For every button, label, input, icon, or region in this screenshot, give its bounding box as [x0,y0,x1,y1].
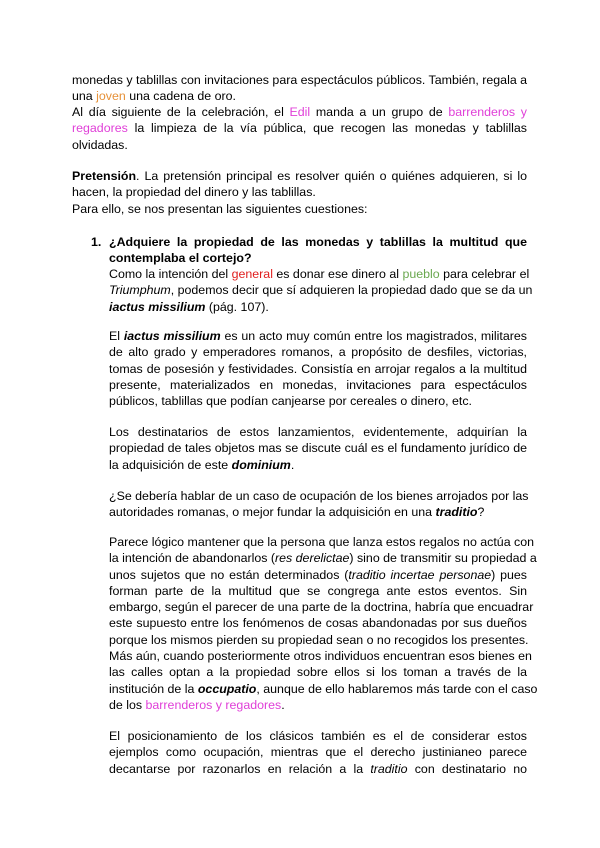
text: con destinatario no [407,761,527,776]
text: . [290,457,295,472]
text: , podemos decir que sí adquieren la propiedad dado que se da un [170,283,533,298]
line: propiedad de tales objetos mas se discute cuál es el fundamento jurídico de [109,441,527,456]
paragraph-clasicos [109,728,527,777]
paragraph-destinatarios [109,424,527,473]
paragraph-pretension [72,168,527,217]
text: . [281,697,285,712]
line [109,299,527,315]
line: Más aún, cuando posteriormente otros individuos encuentran esos bienes en [109,649,532,664]
text: Como la intención del [109,267,232,281]
line [109,567,527,583]
line: olvidadas. [72,137,128,152]
line: presente, materializados en monedas, invitaciones para espectáculos [109,377,527,392]
text: unos sujetos que no están determinados ( [109,567,349,582]
term-traditio: traditio [435,505,478,520]
pretension-label: Pretensión [72,169,137,183]
question-heading [109,234,527,267]
line [72,104,527,120]
text: ) pues [491,567,528,582]
line: porque los mismos pierden su propiedad sean o no recogidos los presentes. [109,632,529,647]
text: Al día siguiente de la celebración, el [72,105,290,119]
text: El [109,329,124,343]
list-number: 1. [91,235,102,249]
line: de alto grado y emperadores romanos, a propósito de desfiles, victorias, [109,345,527,360]
highlight-barrenderos-regadores: barrenderos y regadores [145,697,282,712]
term-iactus-missilium: iactus missilium [109,299,206,314]
term-occupatio: occupatio [197,681,257,696]
paragraph-logica [109,534,538,713]
line: este supuesto entre los fenómenos de cosas abandonadas por sus dueños [109,616,527,631]
text: de los [109,697,146,712]
text: la adquisición de este [109,457,232,472]
paragraph-pregunta [109,488,527,521]
line [109,457,527,473]
line [109,681,538,697]
line: ¿Adquiere la propiedad de las monedas y tablillas la multitud que [109,235,527,249]
line: ¿Se debería hablar de un caso de ocupación de los bienes arrojados por las [109,489,529,503]
text: decantarse por razonarlos en relación a la [109,761,371,776]
line: contemplaba el cortejo? [109,251,252,266]
text: autoridades romanas, o mejor fundar la adquisición en una [109,505,436,520]
line: monedas y tablillas con invitaciones para espectáculos públicos. También, regala a [72,73,528,87]
text: una cadena de oro. [125,89,236,104]
text: ) sino de transmitir su propiedad a [349,551,537,566]
line [109,504,527,520]
line: públicos, tablillas que podían canjearse por cereales o dinero, etc. [109,394,472,409]
line: embargo, según el parecer de una parte de la doctrina, habría que encuadrar [109,600,534,615]
line: forman parte de la multitud que se congrega ante estos eventos. Sin [109,583,527,598]
highlight-joven: joven [96,89,126,104]
text: la limpieza de la vía pública, que recogen las monedas y tablillas [127,121,527,136]
line: Para ello, se nos presentan las siguientes cuestiones: [72,201,368,216]
term-res-derelictae: res derelictae [275,551,350,566]
text: la intención de abandonarlos ( [109,551,276,566]
line [109,697,527,713]
term-dominium: dominium [231,457,291,472]
text: (pág. 107). [205,299,269,314]
line [109,550,537,566]
line: ejemplos como ocupación, mientras que el derecho justinianeo parece [109,745,527,760]
line [109,328,527,344]
line: Parece lógico mantener que la persona que lanza estos regalos no actúa con [109,535,535,549]
term-iactus-missilium: iactus missilium [123,329,221,343]
line: las calles optan a la propiedad sobre ellos si los toman a través de la [109,665,527,680]
text: es donar ese dinero al [272,267,403,281]
highlight-barrenderos: barrenderos y [448,105,528,119]
paragraph-edil [72,104,527,153]
line: El posicionamiento de los clásicos también es el de considerar estos [109,729,527,743]
text: una [72,89,97,104]
line [109,282,533,298]
highlight-edil: Edil [289,105,311,119]
highlight-regadores: regadores [72,121,128,136]
text: para celebrar el [439,267,530,281]
text: , aunque de ello hablaremos más tarde con el caso [256,681,538,696]
line [109,761,527,777]
line [72,120,527,136]
term-traditio: traditio [370,761,408,776]
line [72,168,527,184]
term-triumphum: Triumphum [109,283,171,298]
paragraph-intencion [109,266,533,315]
line [72,88,527,104]
line: hacen, la propiedad del dinero y las tablillas. [72,185,316,200]
paragraph-intro [72,72,527,105]
highlight-pueblo: pueblo [402,267,440,281]
text: ? [477,505,485,520]
text: . La pretensión principal es resolver quién o quiénes adquieren, si lo [136,169,527,183]
text: es un acto muy común entre los magistrados, militares [220,329,527,343]
line: Los destinatarios de estos lanzamientos, evidentemente, adquirían la [109,425,527,439]
text: manda a un grupo de [310,105,449,119]
text: institución de la [109,681,198,696]
term-traditio-incertae-personae: traditio incertae personae [348,567,492,582]
highlight-general: general [231,267,273,281]
line: tomas de posesión y festividades. Consistía en arrojar regalos a la multitud [109,361,527,376]
paragraph-iactus [109,328,527,409]
line [109,266,530,282]
